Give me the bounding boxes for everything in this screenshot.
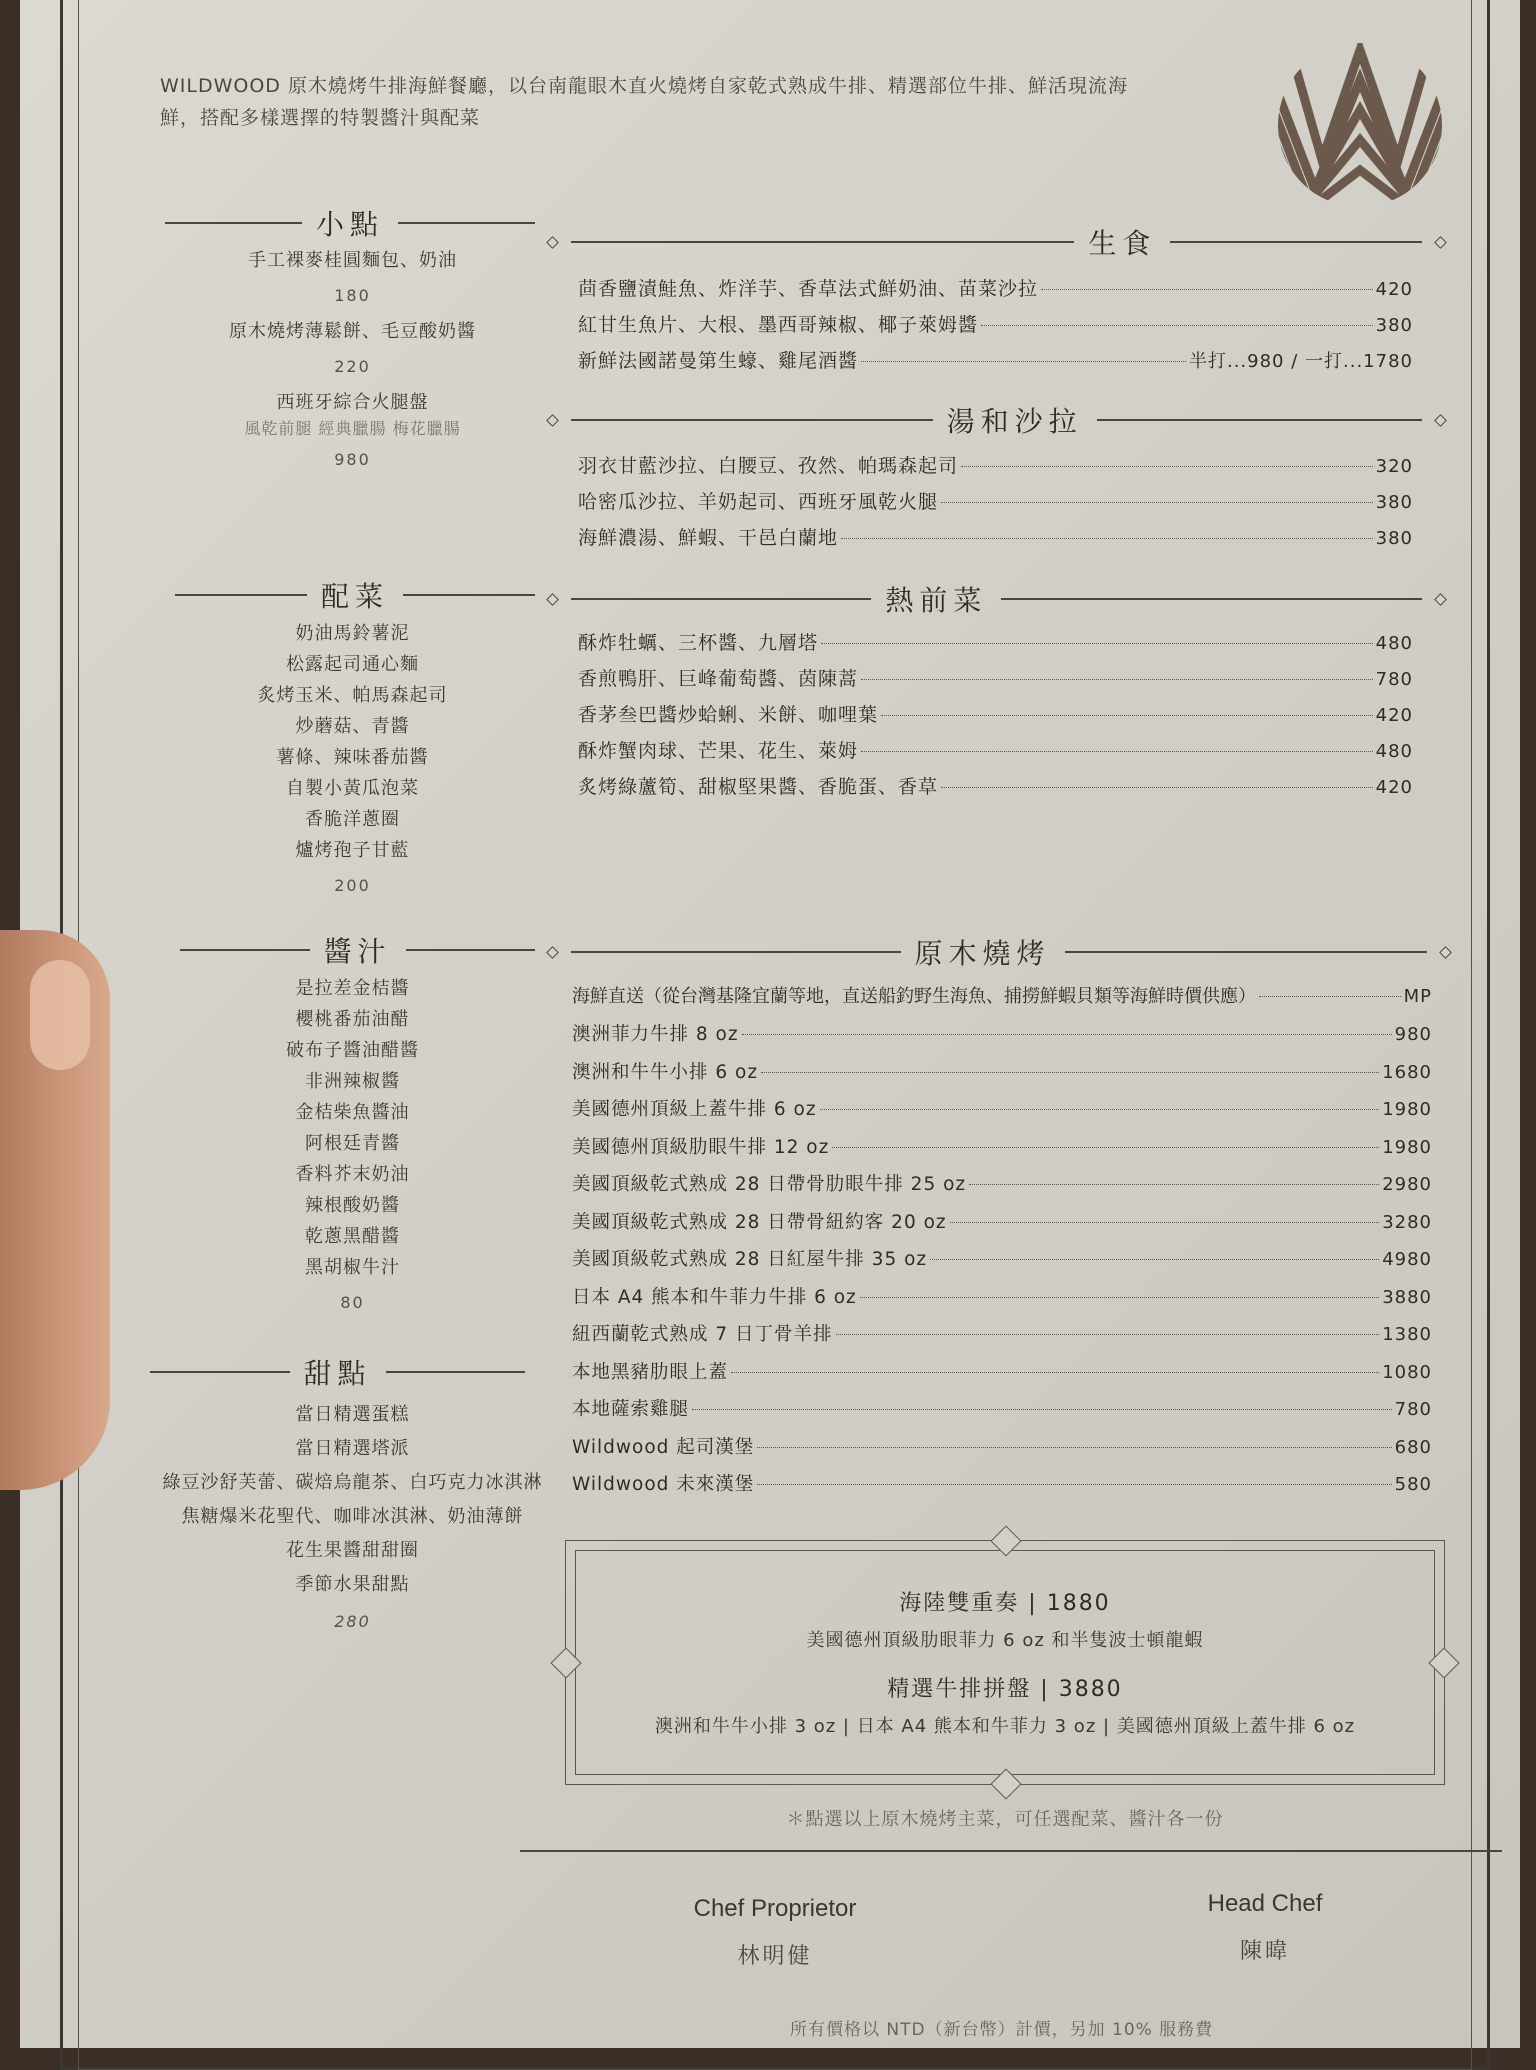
list-item: 綠豆沙舒芙蕾、碳焙烏龍茶、白巧克力冰淇淋 (162, 1472, 543, 1493)
divider (520, 1850, 1502, 1852)
item-price: 420 (1375, 705, 1413, 726)
item-name: 羽衣甘藍沙拉、白腰豆、孜然、帕瑪森起司 (578, 455, 959, 477)
combo-note: ＊點選以上原木燒烤主菜，可任選配菜、醬汁各一份 (786, 1809, 1224, 1830)
item-name: 本地薩索雞腿 (572, 1399, 690, 1420)
chef-name: 林明健 (737, 1944, 813, 1969)
item-name: 澳洲菲力牛排 8 oz (572, 1024, 739, 1045)
soup-list (578, 451, 1413, 559)
list-item (578, 700, 1413, 736)
combo-set1-desc: 美國德州頂級肋眼菲力 6 oz 和半隻波士頓龍蝦 (806, 1630, 1204, 1651)
list-item: 金桔柴魚醬油 (295, 1102, 410, 1123)
list-item: 原木燒烤薄鬆餅、毛豆酸奶醬 (229, 321, 476, 342)
list-item: 花生果醬甜甜圈 (286, 1540, 419, 1561)
hot-title: 熱前菜 (885, 584, 988, 617)
list-item (572, 1283, 1432, 1321)
item-price: 1080 (1382, 1361, 1432, 1383)
chef-proprietor (640, 1895, 910, 1970)
item-name: 海鮮直送（從台灣基隆宜蘭等地，直送船釣野生海魚、捕撈鮮蝦貝類等海鮮時價供應） (572, 986, 1256, 1007)
list-item: 是拉差金桔醬 (295, 978, 410, 999)
list-item (578, 523, 1413, 559)
item-name: 美國德州頂級肋眼牛排 12 oz (572, 1136, 830, 1158)
list-item (572, 1433, 1432, 1471)
item-price: 780 (1394, 1399, 1432, 1420)
list-item (578, 628, 1413, 664)
list-item (572, 1395, 1432, 1433)
list-item: 破布子醬油醋醬 (286, 1040, 419, 1061)
item-name: 酥炸蟹肉球、芒果、花生、萊姆 (578, 740, 859, 762)
item-price: 380 (1375, 315, 1413, 336)
list-item (578, 310, 1413, 346)
item-name: 紅甘生魚片、大根、墨西哥辣椒、椰子萊姆醬 (578, 314, 979, 336)
chef-name: 陳暐 (1239, 1939, 1290, 1964)
item-name: Wildwood 起司漢堡 (572, 1436, 755, 1458)
soup-title: 湯和沙拉 (946, 405, 1083, 438)
list-item (572, 1470, 1432, 1508)
list-item (578, 346, 1413, 382)
list-item (572, 1095, 1432, 1133)
list-item: 薯條、辣味番茄醬 (276, 747, 429, 768)
item-price: 半打...980 / 一打...1780 (1188, 351, 1413, 372)
list-item (578, 664, 1413, 700)
list-item: 奶油馬鈴薯泥 (295, 623, 410, 644)
list-item (578, 772, 1413, 808)
section-header-desserts (150, 1352, 525, 1392)
list-item: 當日精選塔派 (295, 1438, 410, 1459)
price-footnote: 所有價格以 NTD（新台幣）計價，另加 10% 服務費 (790, 2020, 1214, 2040)
section-header-hot (548, 579, 1445, 619)
sides-title: 配菜 (321, 580, 390, 613)
item-name: 哈密瓜沙拉、羊奶起司、西班牙風乾火腿 (578, 491, 939, 513)
section-header-sides (175, 575, 535, 615)
list-item (572, 1020, 1432, 1058)
item-price: 280 (334, 1612, 371, 1631)
item-name: 新鮮法國諾曼第生蠔、雞尾酒醬 (578, 350, 859, 372)
item-price: 420 (1375, 279, 1413, 300)
list-item (572, 1208, 1432, 1246)
list-item (572, 982, 1432, 1020)
item-price: 3880 (1382, 1286, 1432, 1308)
raw-title: 生食 (1088, 227, 1157, 260)
list-item: 櫻桃番茄油醋 (295, 1009, 410, 1030)
list-item (578, 451, 1413, 487)
section-header-grill (548, 932, 1450, 972)
list-item: 香料芥末奶油 (295, 1164, 410, 1185)
item-price: 380 (1375, 492, 1413, 513)
sides-list (170, 618, 535, 906)
restaurant-intro: WILDWOOD 原木燒烤牛排海鮮餐廳，以台南龍眼木直火燒烤自家乾式熟成牛排、精選部位牛排、鮮活現流海鮮，搭配多樣選擇的特製醬汁與配菜 (160, 75, 1128, 129)
item-price: 380 (1375, 528, 1413, 549)
item-name: 海鮮濃湯、鮮蝦、干邑白蘭地 (578, 527, 839, 549)
item-price: 200 (334, 876, 371, 895)
item-price: 320 (1375, 456, 1413, 477)
list-item: 非洲辣椒醬 (305, 1071, 400, 1092)
snacks-list (170, 245, 535, 480)
item-price: 480 (1375, 741, 1413, 762)
section-header-sauces (180, 930, 535, 970)
item-price: 780 (1375, 669, 1413, 690)
list-item (578, 487, 1413, 523)
combo-set2-title: 精選牛排拼盤 | 3880 (887, 1677, 1123, 1702)
section-header-soup (548, 400, 1445, 440)
item-price: 1980 (1382, 1136, 1432, 1158)
item-price: 2980 (1382, 1174, 1432, 1195)
sauces-list (170, 973, 535, 1323)
item-price: 3280 (1382, 1211, 1432, 1233)
section-header-raw (548, 222, 1445, 262)
list-item: 阿根廷青醬 (305, 1133, 400, 1154)
combo-box (565, 1540, 1445, 1785)
item-price: 980 (1394, 1024, 1432, 1045)
combo-set1-title: 海陸雙重奏 | 1880 (899, 1591, 1111, 1616)
item-name: 酥炸牡蠣、三杯醬、九層塔 (578, 632, 819, 654)
combo-set2-desc: 澳洲和牛牛小排 3 oz | 日本 A4 熊本和牛菲力 3 oz | 美國德州頂級上蓋牛排 6 oz (654, 1716, 1356, 1737)
item-name: 日本 A4 熊本和牛菲力牛排 6 oz (572, 1286, 857, 1308)
list-item (578, 736, 1413, 772)
list-item (572, 1320, 1432, 1358)
list-item: 辣根酸奶醬 (305, 1195, 400, 1216)
item-name: 香煎鴨肝、巨峰葡萄醬、茵陳蒿 (578, 668, 859, 690)
item-name: 炙烤綠蘆筍、甜椒堅果醬、香脆蛋、香草 (578, 776, 939, 798)
item-name: 本地黑豬肋眼上蓋 (572, 1361, 729, 1383)
list-item (572, 1245, 1432, 1283)
list-item: 西班牙綜合火腿盤 (276, 392, 429, 413)
list-item: 自製小黃瓜泡菜 (286, 778, 419, 799)
list-item (572, 1058, 1432, 1096)
list-item: 爐烤孢子甘藍 (295, 840, 410, 861)
sauces-title: 醬汁 (323, 935, 392, 968)
list-item: 季節水果甜點 (295, 1574, 410, 1595)
item-price: MP (1403, 986, 1432, 1007)
item-price: 220 (334, 357, 371, 376)
list-item: 當日精選蛋糕 (295, 1404, 410, 1425)
raw-list (578, 274, 1413, 382)
item-price: 80 (340, 1293, 365, 1312)
thumb-nail (30, 960, 90, 1070)
item-name: 美國德州頂級上蓋牛排 6 oz (572, 1099, 817, 1120)
item-name: 美國頂級乾式熟成 28 日紅屋牛排 35 oz (572, 1249, 928, 1270)
item-price: 580 (1394, 1474, 1432, 1495)
combo-border-inner (575, 1550, 1435, 1775)
item-name: 茴香鹽漬鮭魚、炸洋芋、香草法式鮮奶油、苗菜沙拉 (578, 278, 1039, 300)
item-name: 美國頂級乾式熟成 28 日帶骨肋眼牛排 25 oz (572, 1174, 967, 1195)
item-name: Wildwood 未來漢堡 (572, 1474, 755, 1495)
item-price: 4980 (1382, 1249, 1432, 1270)
item-price: 980 (334, 450, 371, 469)
item-price: 420 (1375, 777, 1413, 798)
list-item (572, 1170, 1432, 1208)
list-item (578, 274, 1413, 310)
list-item: 乾蔥黑醋醬 (305, 1226, 400, 1247)
item-price: 1380 (1382, 1324, 1432, 1345)
list-item: 黑胡椒牛汁 (305, 1257, 400, 1278)
list-item: 香脆洋蔥圈 (305, 809, 400, 830)
wildwood-logo-icon (1275, 40, 1445, 210)
section-header-snacks (165, 203, 535, 243)
list-item: 炙烤玉米、帕馬森起司 (257, 685, 448, 706)
chef-role: Chef Proprietor (693, 1895, 857, 1922)
chef-role: Head Chef (1207, 1890, 1323, 1917)
item-price: 1680 (1382, 1061, 1432, 1083)
item-name: 紐西蘭乾式熟成 7 日丁骨羊排 (572, 1324, 833, 1345)
snacks-title: 小點 (316, 208, 385, 241)
list-item: 松露起司通心麵 (286, 654, 419, 675)
list-item: 焦糖爆米花聖代、咖啡冰淇淋、奶油薄餅 (181, 1506, 524, 1527)
list-item: 炒蘑菇、青醬 (295, 716, 410, 737)
list-item (572, 1133, 1432, 1171)
item-price: 180 (334, 286, 371, 305)
item-name: 香茅叁巴醬炒蛤蜊、米餅、咖哩葉 (578, 704, 879, 726)
desserts-list (120, 1398, 585, 1642)
grill-list (572, 982, 1432, 1508)
item-name: 美國頂級乾式熟成 28 日帶骨紐約客 20 oz (572, 1211, 947, 1233)
list-item: 手工裸麥桂圓麵包、奶油 (248, 250, 457, 271)
head-chef (1145, 1890, 1385, 1965)
item-name: 澳洲和牛牛小排 6 oz (572, 1061, 759, 1083)
item-price: 680 (1394, 1436, 1432, 1458)
item-price: 1980 (1382, 1099, 1432, 1120)
grill-title: 原木燒烤 (914, 937, 1051, 970)
list-item (572, 1358, 1432, 1396)
item-description: 風乾前腿 經典臘腸 梅花臘腸 (244, 419, 461, 438)
item-price: 480 (1375, 633, 1413, 654)
desserts-title: 甜點 (303, 1357, 372, 1390)
hot-list (578, 628, 1413, 808)
